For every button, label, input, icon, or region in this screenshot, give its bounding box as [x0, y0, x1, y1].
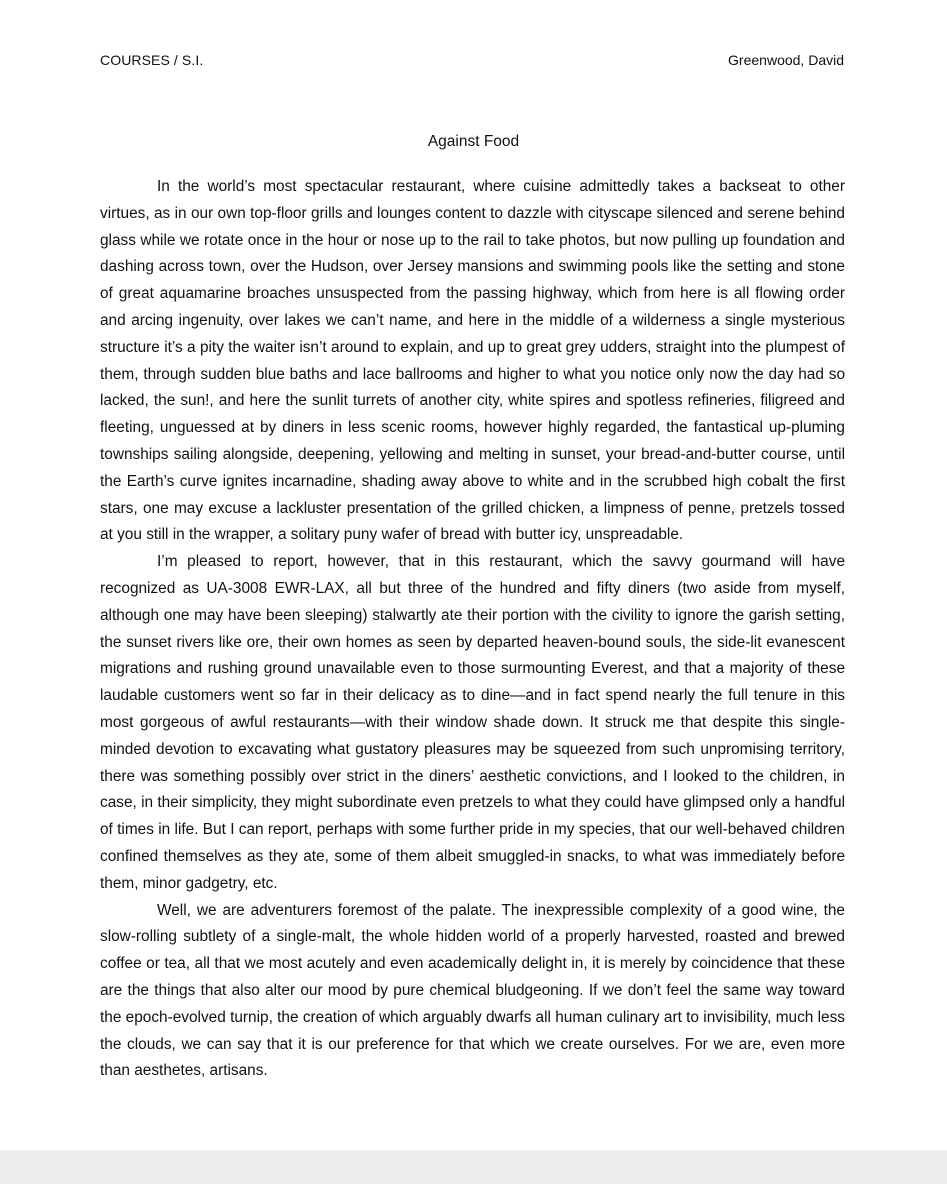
- paragraph: I’m pleased to report, however, that in this restaurant, which the savvy gourmand will have recognized as UA-3008 EWR-LAX, all but three of the hundred and fifty diners (two aside from myself, although one may have been sleeping) stalwartly ate their portion with the civility to ignore the garish setting, the sunset rivers like ore, their own homes as seen by departed heaven-bound souls, the side-lit evanescent migrations and rushing ground unavailable even to those surmounting Everest, and that a majority of these laudable customers went so far in their delicacy as to dine—and in fact spend nearly the full tenure in this most gorgeous of awful restaurants—with their window shade down. It struck me that despite this single-minded devotion to excavating what gustatory pleasures may be squeezed from such unpromising territory, there was something possibly over strict in the diners’ aesthetic convictions, and I looked to the children, in case, in their simplicity, they might subordinate even pretzels to what they could have glimpsed only a handful of times in life. But I can report, perhaps with some further pride in my species, that our well-behaved children confined themselves as they ate, some of them albeit smuggled-in snacks, to what was immediately before them, minor gadgetry, etc.: [100, 553, 845, 892]
- author-name: Greenwood, David: [728, 52, 844, 68]
- paragraph: In the world’s most spectacular restaurant, where cuisine admittedly takes a backseat to other virtues, as in our own top-floor grills and lounges content to dazzle with cityscape silenced and serene behind glass while we rotate once in the hour or nose up to the rail to take photos, but now pulling up foundation and dashing across town, over the Hudson, over Jersey mansions and swimming pools like the setting and stone of great aquamarine broaches unsuspected from the passing highway, which from here is all flowing order and arcing ingenuity, over lakes we can’t name, and here in the middle of a wilderness a single mysterious structure it’s a pity the waiter isn’t around to explain, and up to great grey udders, straight into the plumpest of them, through sudden blue baths and lace ballrooms and higher to what you notice only now the day had so lacked, the sun!, and here the sunlit turrets of another city, white spires and spotless refineries, filigreed and fleeting, unguessed at by diners in less scenic rooms, however highly regarded, the fantastical up-pluming townships sailing alongside, deepening, yellowing and melting in sunset, your bread-and-butter course, until the Earth’s curve ignites incarnadine, shading away above to white and in the scrubbed high cobalt the first stars, one may excuse a lackluster presentation of the grilled chicken, a limpness of penne, pretzels tossed at you still in the wrapper, a solitary puny wafer of bread with butter icy, unspreadable.: [100, 178, 845, 544]
- page-footer-margin: [0, 1150, 947, 1184]
- document-body: [100, 174, 845, 1085]
- paragraph: Well, we are adventurers foremost of the palate. The inexpressible complexity of a good wine, the slow-rolling subtlety of a single-malt, the whole hidden world of a properly harvested, roasted and brewed coffee or tea, all that we most acutely and even academically delight in, it is merely by coincidence that these are the things that also alter our mood by pure chemical bludgeoning. If we don’t feel the same way toward the epoch-evolved turnip, the creation of which arguably dwarfs all human culinary art to invisibility, much less the clouds, we can say that it is our preference for that which we create ourselves. For we are, even more than aesthetes, artisans.: [100, 901, 845, 1080]
- course-label: COURSES / S.I.: [100, 52, 204, 68]
- document-title: Against Food: [427, 133, 520, 150]
